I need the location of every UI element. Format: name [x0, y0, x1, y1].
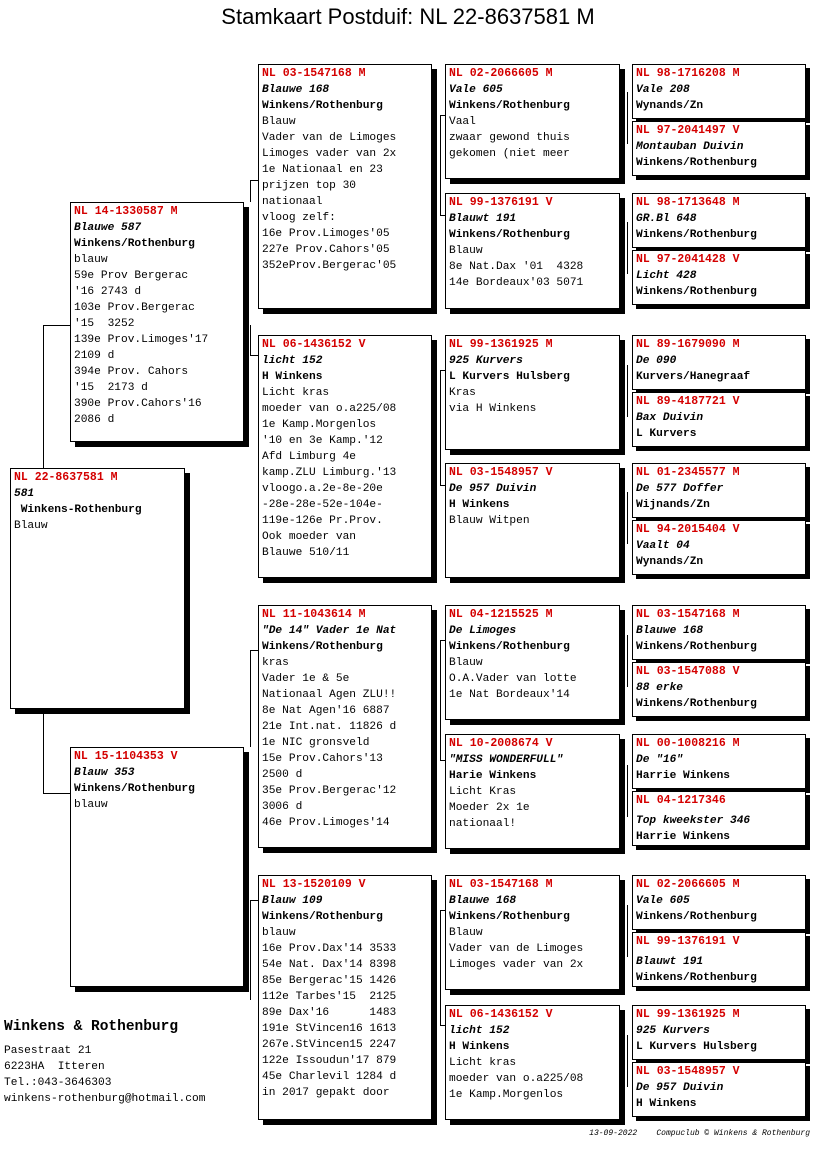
- owner: H Winkens: [449, 499, 510, 511]
- detail-line: Vader 1e & 5e: [262, 673, 350, 685]
- ring-number: NL 06-1436152 V: [262, 338, 366, 351]
- phone: Tel.:043-3646303: [4, 1077, 112, 1089]
- ring-number: NL 13-1520109 V: [262, 878, 366, 891]
- detail-line: blauw: [74, 799, 108, 811]
- connector: [440, 640, 441, 760]
- owner: Winkens/Rothenburg: [262, 641, 383, 653]
- pigeon-card-g1[interactable]: [632, 64, 806, 119]
- ring-number: NL 89-1679090 M: [636, 338, 740, 351]
- connector: [43, 325, 44, 468]
- owner: Winkens/Rothenburg: [262, 100, 383, 112]
- ring-number: NL 98-1713648 M: [636, 196, 740, 209]
- owner: Winkens/Rothenburg: [449, 100, 570, 112]
- pigeon-card-dam-dam[interactable]: [258, 875, 432, 1120]
- pigeon-name: Top kweekster 346: [636, 815, 751, 827]
- connector: [627, 365, 628, 417]
- detail-line: 119e-126e Pr.Prov.: [262, 515, 383, 527]
- detail-line: O.A.Vader van lotte: [449, 673, 577, 685]
- ring-number: NL 00-1008216 M: [636, 737, 740, 750]
- pigeon-name: licht 152: [262, 355, 323, 367]
- owner: Winkens/Rothenburg: [636, 641, 757, 653]
- detail-line: nationaal!: [449, 818, 517, 830]
- connector: [627, 1035, 628, 1087]
- detail-line: Blauw: [449, 657, 483, 669]
- connector: [440, 910, 441, 1025]
- connector: [250, 355, 258, 356]
- detail-line: 15e Prov.Cahors'13: [262, 753, 383, 765]
- page-title: Stamkaart Postduif: NL 22-8637581 M: [221, 4, 595, 29]
- detail-line: prijzen top 30: [262, 180, 356, 192]
- detail-line: 112e Tarbes'15 2125: [262, 991, 397, 1003]
- pigeon-card-g10[interactable]: [632, 662, 806, 717]
- detail-line: 8e Nat Agen'16 6887: [262, 705, 390, 717]
- connector: [440, 115, 441, 215]
- connector: [250, 180, 251, 202]
- pigeon-name: Blauwe 168: [262, 84, 330, 96]
- detail-line: kras: [262, 657, 289, 669]
- pigeon-card-g4[interactable]: [632, 250, 806, 305]
- pigeon-card-g9[interactable]: [632, 605, 806, 660]
- owner: L Kurvers: [636, 428, 697, 440]
- pigeon-name: De 577 Doffer: [636, 483, 724, 495]
- owner: Harrie Winkens: [636, 770, 730, 782]
- pigeon-card-g3[interactable]: [632, 193, 806, 248]
- detail-line: vloog zelf:: [262, 212, 336, 224]
- detail-line: Afd Limburg 4e: [262, 451, 356, 463]
- pigeon-card-g14[interactable]: [632, 932, 806, 987]
- pigeon-name: 925 Kurvers: [449, 355, 523, 367]
- owner: Winkens/Rothenburg: [74, 238, 195, 250]
- owner: Winkens-Rothenburg: [14, 504, 142, 516]
- connector: [250, 650, 258, 651]
- pigeon-card-sire[interactable]: [70, 202, 244, 442]
- detail-line: kamp.ZLU Limburg.'13: [262, 467, 397, 479]
- ring-number: NL 04-1217346: [636, 794, 726, 807]
- detail-line: blauw: [74, 254, 108, 266]
- owner: Wijnands/Zn: [636, 499, 710, 511]
- pigeon-name: Blauwt 191: [449, 213, 517, 225]
- pigeon-name: Blauwe 168: [636, 625, 704, 637]
- detail-line: moeder van o.a225/08: [449, 1073, 584, 1085]
- pigeon-card-g16[interactable]: [632, 1062, 806, 1117]
- pigeon-card-sss[interactable]: [445, 64, 620, 179]
- detail-line: 191e StVincen16 1613: [262, 1023, 397, 1035]
- detail-line: 390e Prov.Cahors'16: [74, 398, 202, 410]
- owner: Winkens/Rothenburg: [74, 783, 195, 795]
- pigeon-card-g5[interactable]: [632, 335, 806, 390]
- ring-number: NL 03-1547168 M: [449, 878, 553, 891]
- detail-line: 8e Nat.Dax '01 4328: [449, 261, 584, 273]
- detail-line: Blauw Witpen: [449, 515, 530, 527]
- pigeon-name: 925 Kurvers: [636, 1025, 710, 1037]
- connector: [627, 765, 628, 817]
- pigeon-card-g15[interactable]: [632, 1005, 806, 1060]
- detail-line: Vader van de Limoges: [262, 132, 397, 144]
- connector: [43, 325, 70, 326]
- pigeon-card-sds[interactable]: [445, 335, 620, 450]
- connector: [627, 222, 628, 274]
- ring-number: NL 03-1548957 V: [449, 466, 553, 479]
- pigeon-name: 88 erke: [636, 682, 683, 694]
- detail-line: 1e Kamp.Morgenlos: [449, 1089, 564, 1101]
- detail-line: 21e Int.nat. 11826 d: [262, 721, 397, 733]
- pigeon-card-ssd[interactable]: [445, 193, 620, 309]
- detail-line: Blauw: [14, 520, 48, 532]
- breeder-address: [4, 1043, 205, 1107]
- owner: H Winkens: [449, 1041, 510, 1053]
- pigeon-name: Blauw 109: [262, 895, 323, 907]
- detail-line: 227e Prov.Cahors'05: [262, 244, 390, 256]
- ring-number: NL 02-2066605 M: [449, 67, 553, 80]
- pigeon-name: Licht 428: [636, 270, 697, 282]
- owner: Wynands/Zn: [636, 100, 704, 112]
- pigeon-name: Blauwe 587: [74, 222, 142, 234]
- owner: Winkens/Rothenburg: [636, 286, 757, 298]
- address-line: Pasestraat 21: [4, 1045, 92, 1057]
- detail-line: 16e Prov.Limoges'05: [262, 228, 390, 240]
- pigeon-name: Vale 208: [636, 84, 690, 96]
- ring-number: NL 03-1547168 M: [262, 67, 366, 80]
- pigeon-name: De "16": [636, 754, 683, 766]
- owner: L Kurvers Hulsberg: [636, 1041, 757, 1053]
- detail-line: 2109 d: [74, 350, 115, 362]
- ring-number: NL 14-1330587 M: [74, 205, 178, 218]
- detail-line: Limoges vader van 2x: [262, 148, 397, 160]
- connector: [627, 492, 628, 544]
- owner: Winkens/Rothenburg: [636, 229, 757, 241]
- ring-number: NL 98-1716208 M: [636, 67, 740, 80]
- pigeon-name: Montauban Duivin: [636, 141, 744, 153]
- detail-line: Vaal: [449, 116, 476, 128]
- connector: [43, 708, 44, 793]
- ring-number: NL 04-1215525 M: [449, 608, 553, 621]
- detail-line: vloogo.a.2e-8e-20e: [262, 483, 383, 495]
- detail-line: blauw: [262, 927, 296, 939]
- detail-line: 59e Prov Bergerac: [74, 270, 189, 282]
- pigeon-card-subject[interactable]: [10, 468, 185, 709]
- detail-line: nationaal: [262, 196, 323, 208]
- pigeon-card-g11[interactable]: [632, 734, 806, 789]
- detail-line: 1e Nationaal en 23: [262, 164, 383, 176]
- detail-line: 89e Dax'16 1483: [262, 1007, 397, 1019]
- pigeon-name: licht 152: [449, 1025, 510, 1037]
- email: winkens-rothenburg@hotmail.com: [4, 1093, 206, 1105]
- owner: Winkens/Rothenburg: [636, 972, 757, 984]
- detail-line: 1e NIC gronsveld: [262, 737, 370, 749]
- connector: [250, 650, 251, 747]
- pigeon-card-g2[interactable]: [632, 121, 806, 176]
- detail-line: Vader van de Limoges: [449, 943, 584, 955]
- pigeon-name: GR.Bl 648: [636, 213, 697, 225]
- ring-number: NL 02-2066605 M: [636, 878, 740, 891]
- detail-line: Licht Kras: [449, 786, 517, 798]
- pigeon-name: 581: [14, 488, 35, 500]
- ring-number: NL 01-2345577 M: [636, 466, 740, 479]
- detail-line: 2086 d: [74, 414, 115, 426]
- pigeon-card-g6[interactable]: [632, 392, 806, 447]
- connector: [250, 180, 258, 181]
- pigeon-card-ddd[interactable]: [445, 1005, 620, 1120]
- detail-line: 45e Charlevil 1284 d: [262, 1071, 397, 1083]
- ring-number: NL 22-8637581 M: [14, 471, 118, 484]
- detail-line: moeder van o.a225/08: [262, 403, 397, 415]
- pigeon-name: Vaalt 04: [636, 540, 690, 552]
- detail-line: via H Winkens: [449, 403, 537, 415]
- ring-number: NL 11-1043614 M: [262, 608, 366, 621]
- detail-line: 14e Bordeaux'03 5071: [449, 277, 584, 289]
- detail-line: '10 en 3e Kamp.'12: [262, 435, 383, 447]
- detail-line: 352eProv.Bergerac'05: [262, 260, 397, 272]
- owner: Harrie Winkens: [636, 831, 730, 843]
- detail-line: in 2017 gepakt door: [262, 1087, 390, 1099]
- ring-number: NL 03-1548957 V: [636, 1065, 740, 1078]
- detail-line: gekomen (niet meer: [449, 148, 570, 160]
- pigeon-name: "De 14" Vader 1e Nat: [262, 625, 397, 637]
- ring-number: NL 99-1376191 V: [636, 935, 740, 948]
- detail-line: 85e Bergerac'15 1426: [262, 975, 397, 987]
- pigeon-name: Blauwe 168: [449, 895, 517, 907]
- owner: Wynands/Zn: [636, 556, 704, 568]
- connector: [627, 92, 628, 144]
- pigeon-name: De 957 Duivin: [636, 1082, 724, 1094]
- owner: Kurvers/Hanegraaf: [636, 371, 751, 383]
- pigeon-name: De Limoges: [449, 625, 517, 637]
- detail-line: '15 3252: [74, 318, 135, 330]
- pigeon-card-dss[interactable]: [445, 605, 620, 720]
- pigeon-name: De 090: [636, 355, 677, 367]
- detail-line: Nationaal Agen ZLU!!: [262, 689, 397, 701]
- detail-line: Ook moeder van: [262, 531, 356, 543]
- pigeon-name: "MISS WONDERFULL": [449, 754, 564, 766]
- detail-line: 35e Prov.Bergerac'12: [262, 785, 397, 797]
- owner: L Kurvers Hulsberg: [449, 371, 570, 383]
- owner: Winkens/Rothenburg: [262, 911, 383, 923]
- owner: Winkens/Rothenburg: [636, 698, 757, 710]
- pigeon-card-dam[interactable]: [70, 747, 244, 987]
- credit-text: Compuclub © Winkens & Rothenburg: [656, 1129, 810, 1138]
- ring-number: NL 99-1361925 M: [449, 338, 553, 351]
- ring-number: NL 97-2041428 V: [636, 253, 740, 266]
- detail-line: Licht kras: [449, 1057, 517, 1069]
- owner: H Winkens: [636, 1098, 697, 1110]
- owner: Winkens/Rothenburg: [449, 911, 570, 923]
- pigeon-card-g7[interactable]: [632, 463, 806, 518]
- ring-number: NL 99-1376191 V: [449, 196, 553, 209]
- detail-line: 54e Nat. Dax'14 8398: [262, 959, 397, 971]
- detail-line: Blauw: [449, 245, 483, 257]
- address-line: 6223HA Itteren: [4, 1061, 105, 1073]
- print-credit: [589, 1129, 810, 1138]
- detail-line: 1e Nat Bordeaux'14: [449, 689, 570, 701]
- connector: [627, 635, 628, 687]
- detail-line: 2500 d: [262, 769, 303, 781]
- detail-line: '15 2173 d: [74, 382, 148, 394]
- pigeon-name: Blauwt 191: [636, 956, 704, 968]
- ring-number: NL 03-1547168 M: [636, 608, 740, 621]
- ring-number: NL 03-1547088 V: [636, 665, 740, 678]
- owner: Winkens/Rothenburg: [636, 911, 757, 923]
- ring-number: NL 06-1436152 V: [449, 1008, 553, 1021]
- pigeon-name: Bax Duivin: [636, 412, 704, 424]
- pigeon-card-sire-dam[interactable]: [258, 335, 432, 578]
- connector: [250, 900, 251, 1000]
- detail-line: Licht kras: [262, 387, 330, 399]
- owner: Harie Winkens: [449, 770, 537, 782]
- ring-number: NL 94-2015404 V: [636, 523, 740, 536]
- detail-line: Blauw: [262, 116, 296, 128]
- pigeon-card-g13[interactable]: [632, 875, 806, 930]
- connector: [250, 900, 258, 901]
- breeder-name: Winkens & Rothenburg: [4, 1019, 179, 1035]
- detail-line: Limoges vader van 2x: [449, 959, 584, 971]
- detail-line: '16 2743 d: [74, 286, 142, 298]
- detail-line: 1e Kamp.Morgenlos: [262, 419, 377, 431]
- detail-line: 267e.StVincen15 2247: [262, 1039, 397, 1051]
- detail-line: 3006 d: [262, 801, 303, 813]
- owner: H Winkens: [262, 371, 323, 383]
- detail-line: Blauw: [449, 927, 483, 939]
- detail-line: 394e Prov. Cahors: [74, 366, 189, 378]
- pigeon-name: Vale 605: [636, 895, 690, 907]
- pigeon-card-dds[interactable]: [445, 875, 620, 990]
- detail-line: 16e Prov.Dax'14 3533: [262, 943, 397, 955]
- connector: [627, 905, 628, 957]
- owner: Winkens/Rothenburg: [636, 157, 757, 169]
- pigeon-card-g12[interactable]: [632, 791, 806, 846]
- pigeon-card-sire-sire[interactable]: [258, 64, 432, 309]
- detail-line: 103e Prov.Bergerac: [74, 302, 195, 314]
- ring-number: NL 99-1361925 M: [636, 1008, 740, 1021]
- connector: [250, 325, 251, 355]
- connector: [440, 370, 441, 485]
- owner: Winkens/Rothenburg: [449, 229, 570, 241]
- detail-line: -28e-28e-52e-104e-: [262, 499, 383, 511]
- detail-line: Moeder 2x 1e: [449, 802, 530, 814]
- print-date: 13-09-2022: [589, 1129, 638, 1138]
- detail-line: 139e Prov.Limoges'17: [74, 334, 209, 346]
- ring-number: NL 10-2008674 V: [449, 737, 553, 750]
- ring-number: NL 89-4187721 V: [636, 395, 740, 408]
- detail-line: 122e Issoudun'17 879: [262, 1055, 397, 1067]
- pigeon-card-dsd[interactable]: [445, 734, 620, 849]
- detail-line: Blauwe 510/11: [262, 547, 350, 559]
- ring-number: NL 15-1104353 V: [74, 750, 178, 763]
- pigeon-card-dam-sire[interactable]: [258, 605, 432, 848]
- connector: [43, 793, 70, 794]
- pigeon-card-sdd[interactable]: [445, 463, 620, 578]
- pigeon-name: De 957 Duivin: [449, 483, 537, 495]
- pigeon-card-g8[interactable]: [632, 520, 806, 575]
- detail-line: Kras: [449, 387, 476, 399]
- ring-number: NL 97-2041497 V: [636, 124, 740, 137]
- pigeon-name: Vale 605: [449, 84, 503, 96]
- owner: Winkens/Rothenburg: [449, 641, 570, 653]
- pigeon-name: Blauw 353: [74, 767, 135, 779]
- detail-line: 46e Prov.Limoges'14: [262, 817, 390, 829]
- detail-line: zwaar gewond thuis: [449, 132, 570, 144]
